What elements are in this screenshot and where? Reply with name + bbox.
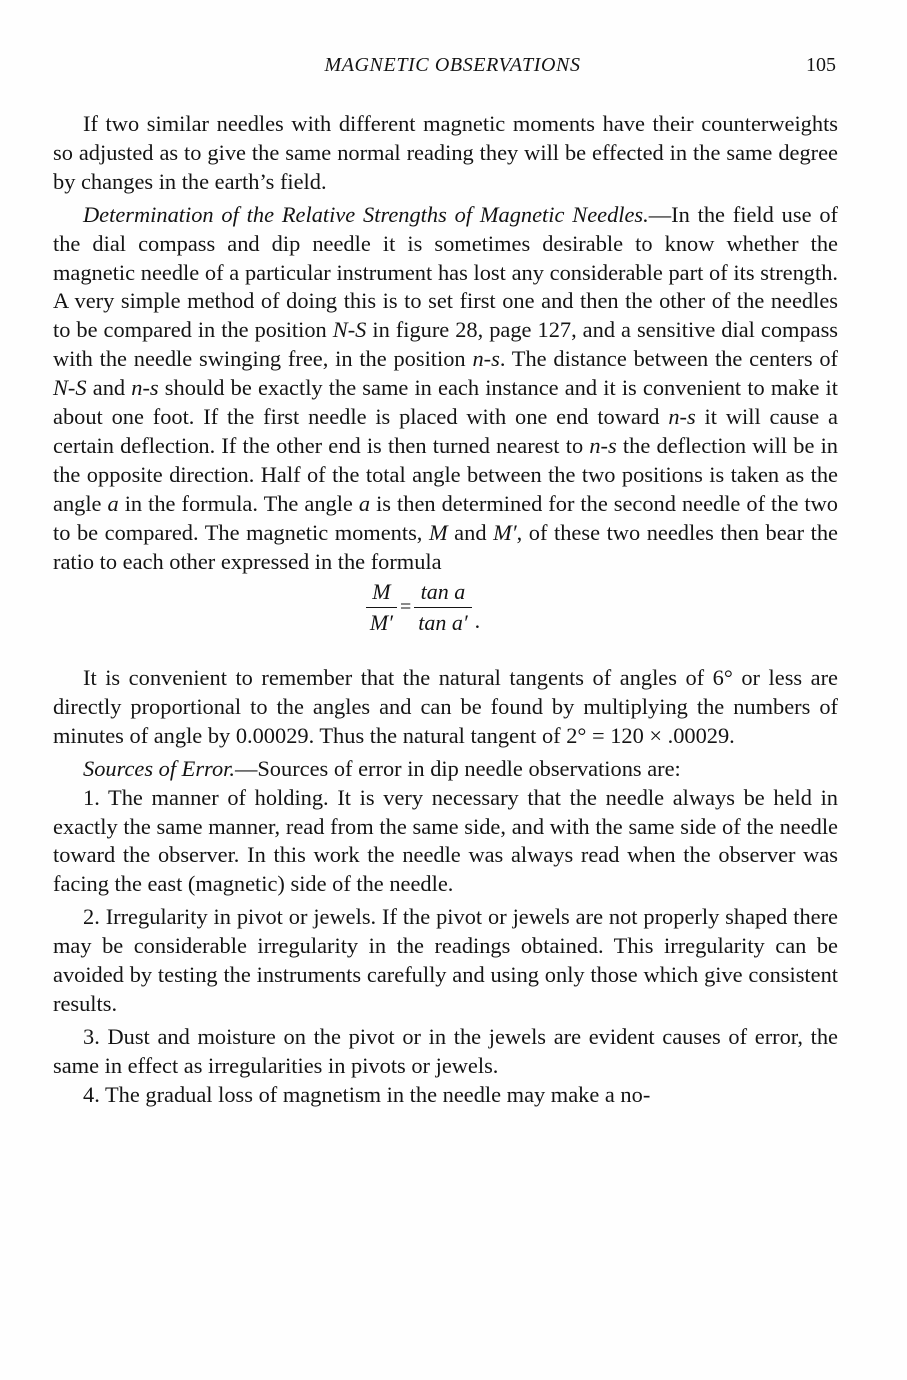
fraction-denominator: tan a′ [418, 610, 468, 635]
variable-n-s: n-s [131, 375, 159, 401]
fraction-numerator: M [372, 578, 391, 604]
list-item-pivot-irregularity: 2. Irregularity in pivot or jewels. If the pivot or jewels are not properly shaped there may be considerable irregularity in the readings obtained. This irregularity can be avoided by testing the instruments carefully and using only those which give consistent results. [53, 904, 838, 1016]
formula-period: . [474, 608, 481, 633]
variable-N-S: N-S [53, 375, 87, 401]
list-item-manner-of-holding: 1. The manner of holding. It is very necessary that the needle always be held in exactly the same manner, read from the same side, and with the same side of the needle toward the observer. In this work the needle was always read when the observer was facing the east (magnetic) side of the needle. [53, 784, 838, 897]
moment-ratio-formula [53, 579, 838, 637]
text-segment: the deflection will be in the opposite direction. Half of the total angle between the two positions is taken as the angle [53, 432, 838, 516]
tangent-fraction [414, 579, 471, 637]
text-segment: . The distance between the centers of [499, 346, 838, 372]
variable-N-S: N-S [332, 317, 367, 343]
fraction-denominator: M′ [369, 610, 393, 635]
text-segment: —Sources of error in dip needle observations are: [234, 755, 681, 781]
page-number: 105 [806, 54, 836, 76]
variable-angle-a: a [358, 490, 371, 516]
section-heading-sources-of-error: Sources of Error. [83, 755, 235, 781]
text-segment: in the formula. The angle [118, 490, 359, 516]
heading-dash: — [648, 201, 672, 227]
variable-n-s: n-s [589, 432, 617, 458]
variable-n-s: n-s [668, 404, 696, 430]
paragraph-needle-counterweights: If two similar needles with different magnetic moments have their counterweights so adjusted as to give the same normal reading they will be effected in the same degree by changes in the earth’s field. [53, 111, 838, 194]
variable-n-s: n-s [472, 346, 500, 372]
variable-moment-M-prime: M′ [493, 519, 517, 545]
text-segment: should be exactly the same in each instance and it is convenient to make it about one foot. If the first needle is placed with one end toward [53, 375, 838, 430]
book-page [53, 50, 838, 1110]
text-segment: in figure 28, page 127, and a sensitive dial compass with the needle swinging free, in the position [53, 317, 838, 372]
text-segment: it will cause a certain deflection. If the other end is then turned nearest to [53, 404, 838, 458]
paragraph-natural-tangents: It is convenient to remember that the natural tangents of angles of 6° or less are directly proportional to the angles and can be found by multiplying the numbers of minutes of angle by 0.00029. Thus the natural tangent of 2° = 120 × .00029. [53, 665, 838, 748]
body-text [53, 110, 838, 1110]
list-item-dust-and-moisture: 3. Dust and moisture on the pivot or in the jewels are evident causes of error, the same in effect as irregularities in pivots or jewels. [53, 1023, 838, 1078]
paragraph-relative-strengths [53, 201, 838, 577]
text-segment: , of these two needles then bear the ratio to each other expressed in the formula [53, 519, 838, 574]
text-segment: and [86, 375, 132, 401]
moment-fraction [366, 579, 397, 637]
running-title: MAGNETIC OBSERVATIONS [324, 54, 581, 76]
text-segment: and [447, 519, 494, 545]
fraction-numerator: tan a [420, 578, 466, 604]
list-item-loss-of-magnetism: 4. The gradual loss of magnetism in the needle may make a no- [83, 1081, 651, 1107]
paragraph-sources-of-error [53, 755, 838, 784]
text-segment: In the field use of the dial compass and dip needle it is sometimes desirable to know whether the magnetic needle of a particular instrument has lost any considerable part of its strength. A very simple method of doing this is to set first one and then the other of the needles to be compared in the position [53, 201, 838, 343]
running-header [53, 50, 838, 82]
section-heading-relative-strengths: Determination of the Relative Strengths of Magnetic Needles. [83, 201, 649, 227]
text-segment: is then determined for the second needle of the two to be compared. The magnetic moments, [53, 490, 838, 545]
equals-sign: = [399, 596, 412, 619]
variable-moment-M: M [428, 519, 448, 545]
variable-angle-a: a [107, 490, 119, 516]
